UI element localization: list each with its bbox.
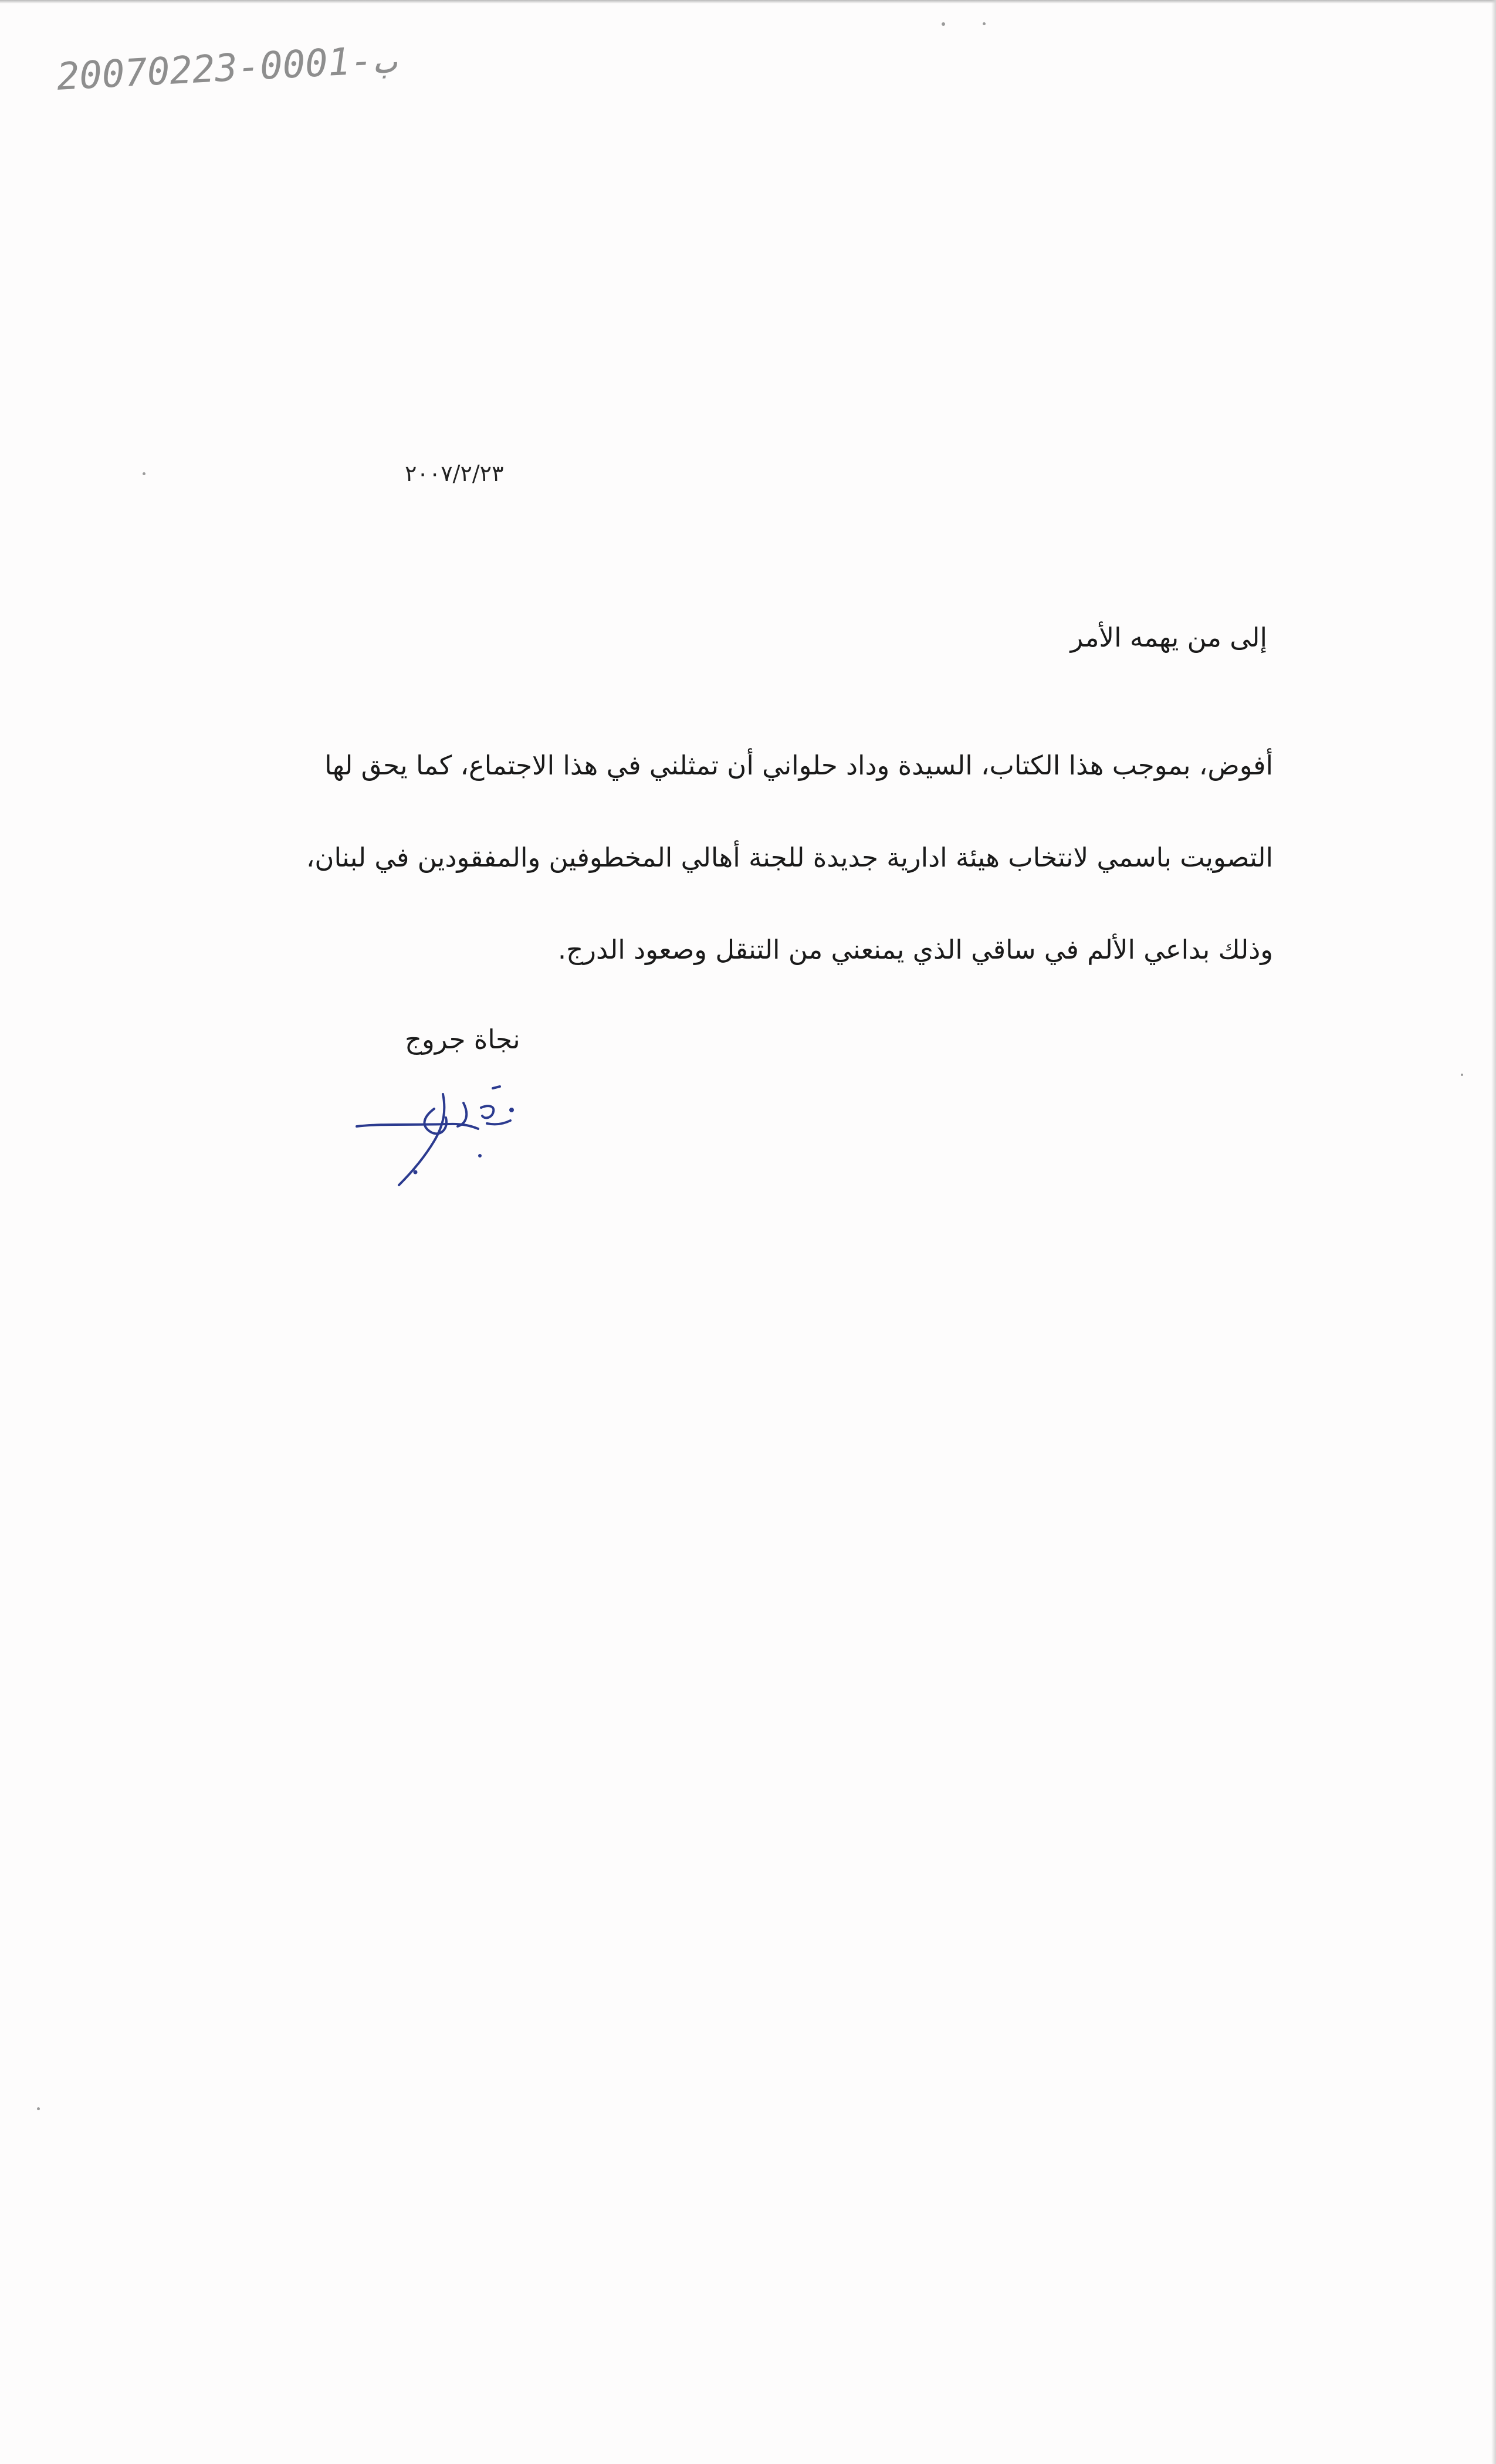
signature-stroke (458, 1103, 466, 1126)
body-line: التصويت باسمي لانتخاب هيئة ادارية جديدة للجنة أهالي المخطوفين والمفقودين في لبنان، (306, 842, 1273, 873)
scan-speck (37, 2107, 40, 2110)
letter-date: ٢٠٠٧/٢/٢٣ (405, 461, 504, 486)
signature-stroke (481, 1106, 493, 1118)
signature-dot (414, 1170, 418, 1175)
scan-speck (143, 472, 145, 475)
signature-stroke (399, 1094, 444, 1185)
scan-speck (1461, 1074, 1463, 1076)
scan-edge-right (1491, 0, 1496, 2464)
signer-name: نجاة جروج (405, 1024, 520, 1055)
signature-dot (509, 1108, 514, 1112)
handwritten-reference-number: 20070223-0001-ب (56, 38, 397, 99)
signature-stroke (493, 1087, 500, 1088)
body-line: وذلك بداعي الألم في ساقي الذي يمنعني من التنقل وصعود الدرج. (557, 934, 1273, 965)
signature-stroke (487, 1121, 510, 1124)
signature-dot (478, 1154, 482, 1157)
letter-body (306, 742, 1273, 1018)
body-line: أفوض، بموجب هذا الكتاب، السيدة وداد حلواني أن تمثلني في هذا الاجتماع، كما يحق لها (324, 750, 1273, 781)
handwritten-signature-icon (346, 1068, 534, 1197)
scan-speck (983, 22, 986, 25)
scan-edge-top (0, 0, 1496, 4)
scan-speck (942, 22, 945, 26)
letter-greeting: إلى من يهمه الأمر (1070, 622, 1267, 653)
